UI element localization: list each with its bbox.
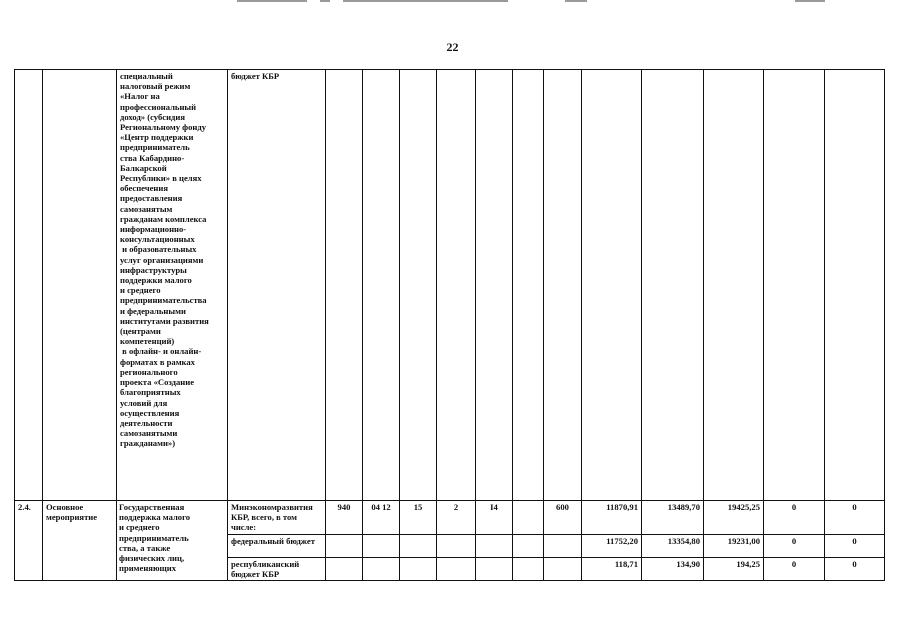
description-line: инфраструктуры: [120, 264, 187, 275]
description-text: [120, 71, 224, 449]
cell-number: [15, 70, 43, 501]
name-text: [119, 502, 227, 573]
description-line: доход» (субсидия: [120, 111, 185, 122]
cell-cs4: [513, 70, 544, 501]
description-line: компетенций): [120, 336, 175, 347]
scan-artifact-line: [320, 0, 330, 2]
cell-year-4: [764, 70, 825, 501]
cell-cs1: [400, 558, 437, 581]
scan-artifact-line: [795, 0, 825, 2]
cell-year-2: [642, 70, 704, 501]
cell-grbs: [326, 535, 363, 558]
cell-year-1: 11752,20: [582, 535, 642, 558]
cell-year-3: [704, 70, 764, 501]
description-line: гражданам комплекса: [120, 213, 207, 224]
description-line: (центрами: [120, 326, 161, 337]
cell-grbs: [326, 558, 363, 581]
description-line: профессиональный: [120, 101, 197, 112]
scan-artifact-line: [565, 0, 587, 2]
cell-cs3: [476, 70, 513, 501]
cell-number: 2.4.: [15, 501, 43, 581]
description-line: Региональному фонду: [120, 122, 207, 133]
name-line: Государственная: [119, 502, 185, 512]
cell-cs3: I4: [476, 501, 513, 535]
cell-cs2: [437, 70, 476, 501]
scan-artifact-line: [237, 0, 307, 2]
cell-year-3: 19231,00: [704, 535, 764, 558]
name-line: и среднего: [119, 522, 160, 533]
description-line: Республики» в целях: [120, 173, 202, 184]
table-row-continuation: [15, 70, 885, 501]
cell-description: [117, 70, 228, 501]
cell-year-4: 0: [764, 535, 825, 558]
cell-cs2: [437, 535, 476, 558]
description-line: самозанятым: [120, 203, 173, 214]
description-line: и федеральными: [120, 305, 186, 316]
description-line: налоговый режим: [120, 81, 191, 92]
cell-cs4: [513, 558, 544, 581]
scan-artifact-line: [343, 0, 508, 2]
cell-cs3: [476, 535, 513, 558]
cell-year-2: 134,90: [642, 558, 704, 581]
description-line: «Налог на: [120, 91, 160, 102]
name-line: физических лиц,: [119, 553, 185, 564]
cell-vr: [544, 535, 582, 558]
cell-cs1: [400, 70, 437, 501]
cell-vr: [544, 558, 582, 581]
description-line: осуществления: [120, 407, 180, 418]
cell-year-1: 11870,91: [582, 501, 642, 535]
description-line: самозанятыми: [120, 428, 178, 439]
cell-year-2: 13354,80: [642, 535, 704, 558]
description-line: гражданами»): [120, 438, 176, 449]
description-line: предоставления: [120, 193, 183, 204]
cell-status: [43, 70, 117, 501]
cell-year-3: 19425,25: [704, 501, 764, 535]
cell-name: [117, 501, 228, 581]
description-line: проекта «Создание: [120, 377, 195, 388]
description-line: форматах в рамках: [120, 356, 195, 367]
cell-rzpr: [363, 558, 400, 581]
name-line: применяющих: [119, 563, 177, 574]
name-line: ства, а также: [119, 542, 171, 553]
cell-cs2: 2: [437, 501, 476, 535]
cell-year-5: 0: [825, 501, 885, 535]
cell-year-4: 0: [764, 558, 825, 581]
cell-cs2: [437, 558, 476, 581]
description-line: деятельности: [120, 417, 173, 428]
cell-source: республиканский бюджет КБР: [228, 558, 326, 581]
description-line: в офлайн- и онлайн-: [120, 346, 202, 357]
cell-rzpr: 04 12: [363, 501, 400, 535]
page-number: 22: [446, 40, 459, 54]
name-line: поддержка малого: [119, 512, 191, 523]
description-line: условий для: [120, 397, 168, 408]
description-line: институтами развития: [120, 315, 209, 326]
cell-grbs: 940: [326, 501, 363, 535]
cell-grbs: [326, 70, 363, 501]
cell-cs1: 15: [400, 501, 437, 535]
cell-vr: 600: [544, 501, 582, 535]
cell-year-1: 118,71: [582, 558, 642, 581]
cell-year-5: 0: [825, 558, 885, 581]
description-line: регионального: [120, 366, 178, 377]
name-line: предприниматель: [119, 532, 189, 543]
description-line: ства Кабардино-: [120, 152, 185, 163]
description-line: информационно-: [120, 224, 187, 235]
cell-year-4: 0: [764, 501, 825, 535]
description-line: обеспечения: [120, 183, 168, 194]
cell-status: Основное мероприятие: [43, 501, 117, 581]
description-line: благоприятных: [120, 387, 181, 398]
cell-year-5: [825, 70, 885, 501]
cell-year-2: 13489,70: [642, 501, 704, 535]
description-line: поддержки малого: [120, 275, 192, 286]
description-line: предпринимательства: [120, 295, 207, 306]
cell-source: Минэкономразвития КБР, всего, в том числе:: [228, 501, 326, 535]
cell-rzpr: [363, 70, 400, 501]
cell-year-3: 194,25: [704, 558, 764, 581]
description-line: предприниматель: [120, 142, 190, 153]
cell-cs4: [513, 535, 544, 558]
cell-source: бюджет КБР: [228, 70, 326, 501]
description-line: «Центр поддержки: [120, 132, 194, 143]
description-line: специальный: [120, 71, 173, 81]
description-line: Балкарской: [120, 162, 167, 173]
cell-source: федеральный бюджет: [228, 535, 326, 558]
cell-cs3: [476, 558, 513, 581]
description-line: и образовательных: [120, 244, 197, 255]
cell-cs4: [513, 501, 544, 535]
cell-cs1: [400, 535, 437, 558]
cell-year-5: 0: [825, 535, 885, 558]
description-line: и среднего: [120, 285, 161, 296]
table-row-2-4-total: [15, 501, 885, 535]
cell-vr: [544, 70, 582, 501]
budget-table: [14, 69, 885, 581]
description-line: консультационных: [120, 234, 195, 245]
cell-rzpr: [363, 535, 400, 558]
cell-year-1: [582, 70, 642, 501]
description-line: услуг организациями: [120, 254, 204, 265]
